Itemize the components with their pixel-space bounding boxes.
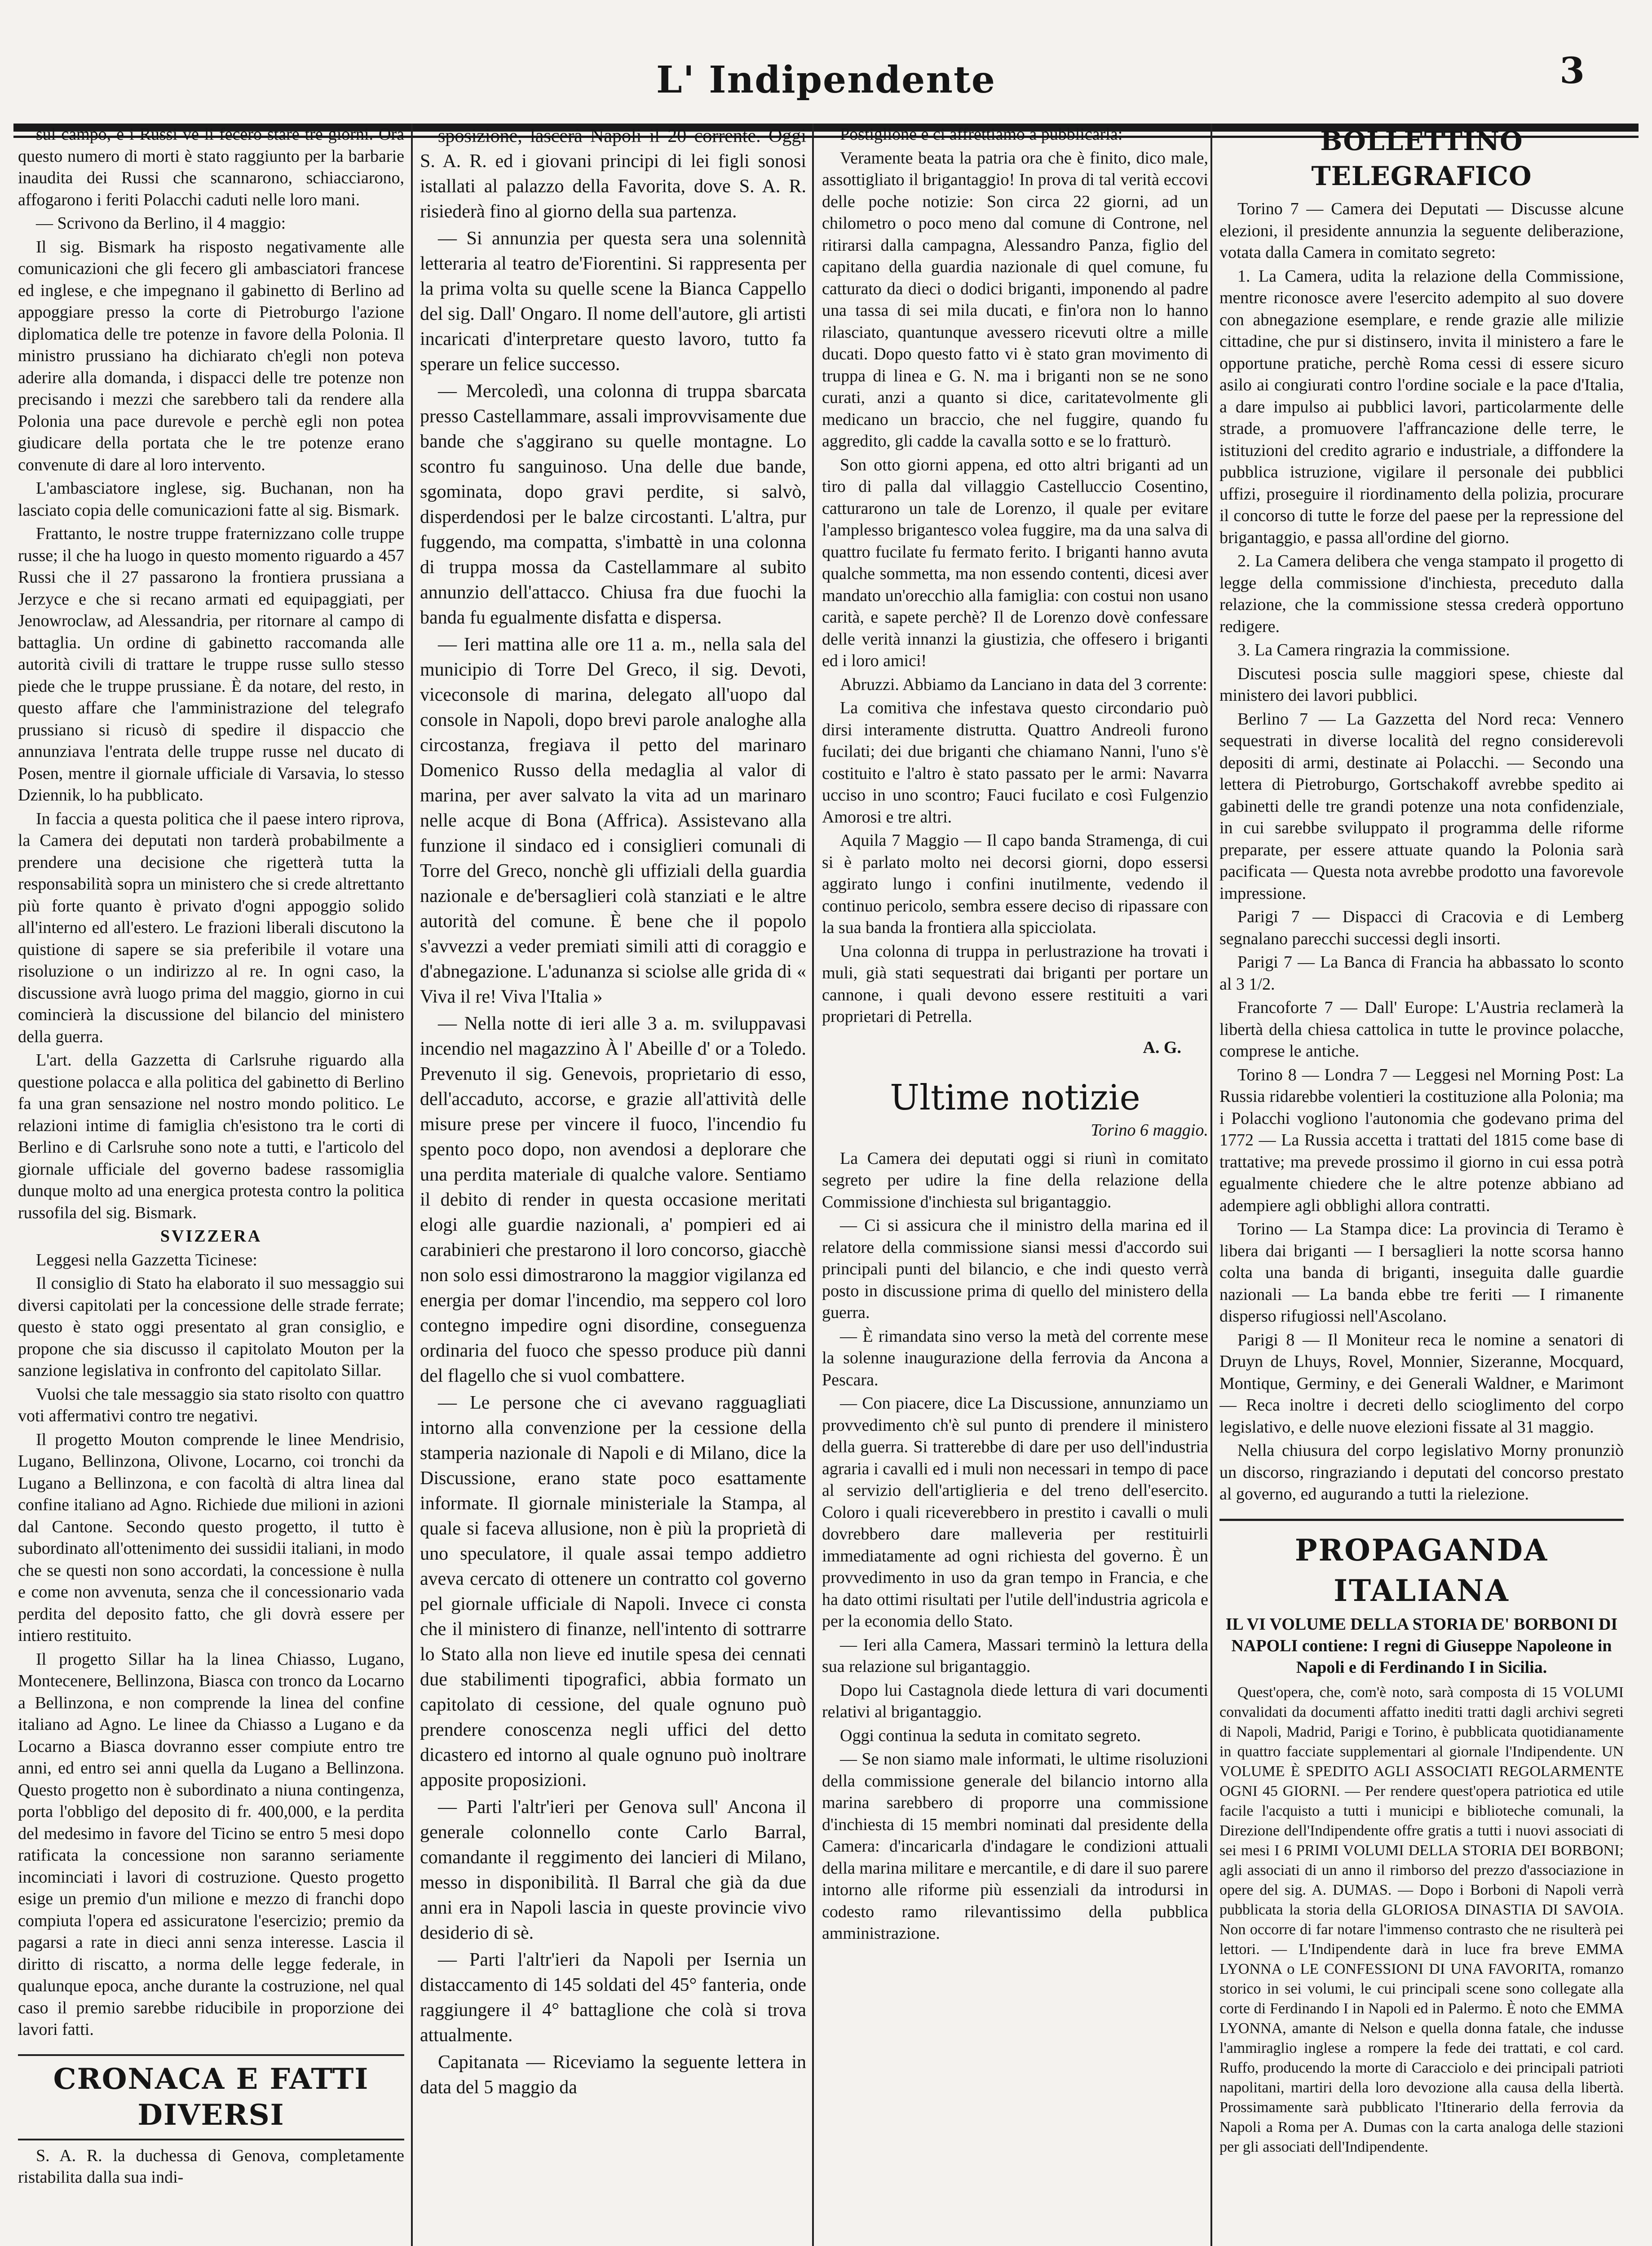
article-paragraph: — Si annunzia per questa sera una solennità letteraria al teatro de'Fiorentini. Si rappresenta per la prima volta su quelle scene la Bianca Cappello del sig. Dall' Ongaro. Il nome dell'autore, gli artisti incaricati d'interpretare questo lavoro, tutto fa sperare un felice successo. (420, 228, 806, 375)
article-paragraph: — Ci si assicura che il ministro della marina ed il relatore della commissione siansi messi d'accordo sui principali punti del bilancio, e che indi questo verrà posto in discussione prima di quello del ministero della guerra. (822, 1216, 1208, 1322)
masthead (0, 31, 1652, 121)
article-paragraph: — Parti l'altr'ieri da Napoli per Isernia un distaccamento di 145 soldati del 45° fanteria, onde raggiungere il 4° battaglione che colà si trova attualmente. (420, 1950, 806, 2046)
section-heading-ultime-notizie: Ultime notizie (890, 1078, 1140, 1118)
article-paragraph: sposizione, lascerà Napoli il 20 corrente. Oggi S. A. R. ed i giovani principi di lei figli sonosi istallati al palazzo della Favorita, dove S. A. R. risiederà fino al giorno della sua partenza. (420, 126, 806, 222)
article-paragraph: — Scrivono da Berlino, il 4 maggio: (36, 214, 286, 233)
column-3 (822, 124, 1208, 2246)
article-paragraph: — Ieri alla Camera, Massari terminò la lettura della sua relazione sul brigantaggio. (822, 1635, 1208, 1676)
section-heading-propaganda: PROPAGANDA ITALIANA (1219, 1519, 1624, 1611)
telegram-item: Francoforte 7 — Dall' Europe: L'Austria reclamerà la libertà della chiesa cattolica in tutte le province polacche, comprese le antiche. (1219, 998, 1624, 1061)
telegram-item: Parigi 7 — La Banca di Francia ha abbassato lo sconto al 3 1/2. (1219, 953, 1624, 994)
article-paragraph: — Parti l'altr'ieri per Genova sull' Ancona il generale colonnello conte Carlo Barral, comandante il reggimento dei lancieri di Milano, messo in disponibilità. Il Barral che già da due anni era in Napoli lascia in queste provincie vivo desiderio di sè. (420, 1797, 806, 1943)
telegram-item: 1. La Camera, udita la relazione della Commissione, mentre riconosce avere l'esercito adempito al suo dovere con abnegazione esemplare, e rende grazie alle milizie cittadine, che pur si distinsero, invita il ministero a fare le opportune pratiche, perchè Roma cessi di essere sicuro asilo ai congiurati contro l'ordine sociale e la pace d'Italia, a dare impulso ai pubblici lavori, particolarmente delle strade, a promuovere l'affrancazione delle terre, le istituzioni del credito agrario e industriale, a diffondere la pubblica istruzione, vigilare il personale dei pubblici uffizi, proseguire il riordinamento della polizia, procurare il concorso di tutte le forze del paese per la repressione del brigantaggio, e passa all'ordine del giorno. (1219, 266, 1624, 547)
advert-body: Quest'opera, che, com'è noto, sarà composta di 15 VOLUMI convalidati da documenti affatto inediti tratti dagli archivi segreti di Napoli, Madrid, Parigi e Torino, è pubblicata quotidianamente in quattro facciate supplementari al giornale l'Indipendente. UN VOLUME È SPEDITO AGLI ASSOCIATI REGOLARMENTE OGNI 45 GIORNI. — Per rendere quest'opera patriotica ed utile facile l'acquisto a tutti i municipi e biblioteche comunali, la Direzione dell'Indipendente offre gratis a tutti i nuovi associati di sei mesi I 6 PRIMI VOLUMI DELLA STORIA DEI BORBONI; agli associati di un anno il rimborso del prezzo d'associazione in opere del sig. A. DUMAS. — Dopo i Borboni di Napoli verrà pubblicata la storia della GLORIOSA DINASTIA DI SAVOIA. Non occorre di far notare l'immenso contrasto che ne risulterà pei lettori. — L'Indipendente darà in luce fra breve EMMA LYONNA o LE CONFESSIONI DI UNA FAVORITA, romanzo storico in sei volumi, le cui principali scene sono collegate alla corte di Ferdinando I in Napoli ed in Palermo. È noto che EMMA LYONNA, amante di Nelson e quella donna fatale, che indusse l'ammiraglio inglese a rompere la fede dei trattati, e col card. Ruffo, producendo la morte di Caracciolo e dei principali patrioti napolitani, martiri della loro devozione alla causa della libertà. Prossimamente sarà pubblicato l'Itinerario della ferrovia da Napoli a Roma per A. Dumas con la carta analoga delle stazioni per gli associati dell'Indipendente. (1219, 1684, 1624, 2155)
column-2 (420, 124, 806, 2246)
telegram-item: Torino — La Stampa dice: La provincia di Teramo è libera dai briganti — I bersaglieri la notte scorsa hanno colta una banda di briganti, inseguita dalle guardie nazionali — La banda ebbe tre feriti — I rimanente disperso rifugiossi nell'Ascolano. (1219, 1220, 1624, 1326)
article-paragraph: Veramente beata la patria ora che è finito, dico male, assottigliato il brigantaggio! In prova di tal verità eccovi delle poche notizie: Son circa 22 giorni, ad un chilometro o poco meno dal comune di Controne, nel ritirarsi dalla campagna, Alessandro Panza, figlio del capitano della guardia nazionale di quel comune, fu catturato da dieci o dodici briganti, imponendo al padre una tassa di sei mila ducati, e fin'ora non lo hanno rilasciato, quantunque avessero ricevuti oltre a mille ducati. Dopo questo fatto vi è stato gran movimento di truppa di linea e G. N. ma i briganti non se ne sono curati, anzi a quanto si dice, caritatevolmente gli medicano un braccio, che nel fuggire, quando fu aggredito, gli cadde la cavalla sotto e se lo fratturò. (822, 148, 1208, 451)
article-paragraph: Il progetto Sillar ha la linea Chiasso, Lugano, Montecenere, Bellinzona, Biasca con tronco da Locarno a Bellinzona, e non comprende la linea del confine italiano ad Agno. Le linee da Chiasso a Lugano e da Locarno a Biasca dovranno esser compiute entro tre anni, ed entro sei anni quella da Lugano a Bellinzona. Questo progetto non è subordinato a niuna contingenza, porta l'obbligo del deposito di fr. 400,000, e la perdita del medesimo in favore del Ticino se entro 5 mesi dopo ratificata la concessione non saranno seriamente incominciati i lavori di costruzione. Questo progetto esige un premio d'un milione e mezzo di franchi dopo compiuta l'opera ed assicuratone l'esercizio; premio da pagarsi a rate in dieci anni senza interesse. Lascia il diritto di riscatto, a norma delle legge federale, in qualunque epoca, anche durante la costruzione, nel qual caso il premio sarebbe riducibile in proporzione dei lavori fatti. (18, 1649, 404, 2039)
article-paragraph: Una colonna di truppa in perlustrazione ha trovati i muli, già stati sequestrati dai briganti per portare un cannone, i quali devono essere restituiti a vari proprietari di Petrella. (822, 942, 1208, 1026)
telegram-item: Berlino 7 — La Gazzetta del Nord reca: Vennero sequestrati in diverse località del regno considerevoli depositi di armi, destinate ai Polacchi. — Secondo una lettera di Pietroburgo, Gortschakoff avrebbe spedito ai gabinetti delle tre grandi potenze una nota confidenziale, in cui sarebbe sviluppato il programma delle riforme preparate, per essere attuate quando la Polonia sarà pacificata — Questa nota avrebbe prodotto una favorevole impressione. (1219, 709, 1624, 903)
telegram-item: Parigi 7 — Dispacci di Cracovia e di Lemberg segnalano parecchi successi degli insorti. (1219, 907, 1624, 948)
article-paragraph: In faccia a questa politica che il paese intero riprova, la Camera dei deputati non tarderà probabilmente a prendere una decisione che rigetterà tutta la responsabilità sopra un ministero che si crede altrettanto più forte quanto è privato d'ogni appoggio solido all'interno ed all'estero. Le frazioni liberali discutono la quistione di sapere se sia preferibile il votare una risoluzione o un indirizzo al re. In ogni caso, la discussione avrà luogo prima del maggio, giorno in cui comincierà la discussione del bilancio del ministero della guerra. (18, 809, 404, 1046)
column-divider (1210, 124, 1212, 2246)
article-paragraph: La comitiva che infestava questo circondario può dirsi interamente distrutta. Quattro Andreoli furono fucilati; dei due briganti che chiamano Nanni, l'uno s'è costituito e l'altro è stato passato per le armi: Navarra ucciso in uno scontro; Fauci fucilato e così Fulgenzio Amorosi e tre altri. (822, 699, 1208, 827)
article-paragraph: Abruzzi. Abbiamo da Lanciano in data del 3 corrente: (840, 675, 1207, 694)
article-paragraph: Il progetto Mouton comprende le linee Mendrisio, Lugano, Bellinzona, Olivone, Locarno, coi tronchi da Lugano a Bellinzona, e con facoltà di altra linea dal confine italiano ad Agno. Richiede due milioni in azioni dal Cantone. Secondo questo progetto, il tutto è subordinato all'ottenimento dei sussidii italiani, in modo che se questi non sono accordati, la concessione è nulla e come non avvenuta, senza che il concessionario vada perdita del deposito fatto, che gli dovrà essere per intiero restituito. (18, 1430, 404, 1645)
article-paragraph: Frattanto, le nostre truppe fraternizzano colle truppe russe; il che ha luogo in questo momento riguardo a 457 Russi che il 27 passarono la frontiera prussiana a Jerzyce e che si recano armati ed equipaggiati, per Jenowroclaw, ad Alessandria, per ritornare al campo di battaglia. Un ordine di gabinetto raccomanda alle autorità civili di trattare le truppe russe sullo stesso piede che le truppe prussiane. È da notare, del resto, in questo affare che l'amministrazione del telegrafo prussiano si ricusò di spedire il dispaccio che annunziava l'entrata delle truppe russe nel ducato di Posen, mentre il giornale ufficiale di Varsavia, lo stesso Dziennik, lo ha pubblicato. (18, 524, 404, 805)
telegram-item: Parigi 8 — Il Moniteur reca le nomine a senatori di Druyn de Lhuys, Rovel, Monnier, Sizeranne, Mocquard, Montique, Germiny, e dei Generali Waldner, e Marimont — Reca inoltre i decreti dello scioglimento del corpo legislativo, e delle nuove elezioni fissate al 31 maggio. (1219, 1330, 1624, 1437)
column-4 (1219, 124, 1624, 2246)
article-paragraph: — Le persone che ci avevano ragguagliati intorno alla convenzione per la cessione della stamperia nazionale di Napoli e di Milano, dice la Discussione, erano state poco esattamente informate. Il giornale ministeriale la Stampa, al quale si faceva allusione, non è più la proprietà di uno speculatore, il quale assai tempo addietro aveva cercato di ottenere un contratto col governo pel giornale ufficiale di Napoli. Invece ci consta che il ministero di finanze, nell'intento di sottrarre lo Stato alla non lieve ed inutile spesa dei cennati due stabilimenti tipografici, abbia formato un capitolato di cessione, del quale ognuno può prendere conoscenza negli uffici del detto dicastero ed intorno al quale ognuno può inoltrare apposite proposizioni. (420, 1393, 806, 1791)
section-heading-svizzera: SVIZZERA (160, 1227, 262, 1246)
column-divider (411, 124, 413, 2246)
advert-subheading: IL VI VOLUME DELLA STORIA DE' BORBONI DI NAPOLI contiene: I regni di Giuseppe Napoleone in Napoli e di Ferdinando I in Sicilia. (1225, 1614, 1618, 1677)
article-paragraph: Aquila 7 Maggio — Il capo banda Stramenga, di cui si è parlato molto nei decorsi giorni, dopo essersi aggirato lungo i confini inutilmente, vedendo il continuo pericolo, sembra essere deciso di ripassare con la sua banda la frontiera alla spicciolata. (822, 831, 1208, 937)
article-paragraph: Leggesi nella Gazzetta Ticinese: (36, 1250, 257, 1269)
article-paragraph: — Ieri mattina alle ore 11 a. m., nella sala del municipio di Torre Del Greco, il sig. Devoti, viceconsole di marina, delegato all'uopo dal console in Napoli, dopo brevi parole analoghe alla circostanza, fregiava il petto del marinaro Domenico Russo della medaglia al valor di marina, per aver salvato la vita ad un marinaro nelle acque di Bona (Affrica). Assistevano alla funzione il sindaco ed i consiglieri comunali di Torre del Greco, nonchè gli uffiziali della guardia nazionale e de'bersaglieri colà stanziati e le altre autorità del comune. È bene che il popolo s'avvezzi a veder premiati simili atti di coraggio e d'abnegazione. L'adunanza si sciolse alle grida di « Viva il re! Viva l'Italia » (420, 634, 806, 1007)
article-paragraph: Oggi continua la seduta in comitato segreto. (840, 1726, 1141, 1745)
article-paragraph: Il sig. Bismark ha risposto negativamente alle comunicazioni che gli fecero gli ambasciatori francese ed inglese, e che impegnano il gabinetto di Berlino ad appoggiare presso la corte di Pietroburgo l'azione diplomatica delle tre potenze in favore della Polonia. Il ministro prussiano ha dichiarato ch'egli non poteva aderire alla domanda, i dispacci delle tre potenze non precisando i mezzi che sarebbero tali da rendere alla Polonia una pace durevole e perchè egli non potea giudicare della portata che le tre potenze erano convenute di dare al loro intervento. (18, 237, 404, 474)
article-paragraph: Postiglione e ci affrettiamo a pubblicarla: (840, 125, 1123, 144)
article-paragraph: La Camera dei deputati oggi si riunì in comitato segreto per udire la fine della relazione della Commissione d'inchiesta sul brigantaggio. (822, 1149, 1208, 1211)
telegram-item: 3. La Camera ringrazia la commissione. (1237, 641, 1510, 659)
article-paragraph: Vuolsi che tale messaggio sia stato risolto con quattro voti affermativi contro tre negativi. (18, 1384, 404, 1425)
article-paragraph: — Con piacere, dice La Discussione, annunziamo un provvedimento ch'è sul punto di prendere il ministero della guerra. Si tratterebbe di dare per uso dell'industria agraria i cavalli ed i muli non necessari in tempo di pace al servizio dell'artiglieria e del treno dell'esercito. Coloro i quali riceverebbero in prestito i cavalli o muli dovrebbero dare malleveria per restituirli immediatamente ad ogni richiesta del governo. È un provvedimento in uso da gran tempo in Francia, e che ha dato ottimi risultati per l'utile dell'industria agricola e per la economia dello Stato. (822, 1394, 1208, 1631)
dateline: Torino 6 maggio. (1091, 1121, 1208, 1140)
article-paragraph: — Nella notte di ieri alle 3 a. m. sviluppavasi incendio nel magazzino À l' Abeille d' or a Toledo. Prevenuto il sig. Genevois, proprietario di esso, dell'accaduto, accorse, e grazie all'attività delle misure prese per vincere il fuoco, l'incendio fu spento poco dopo, non avendosi a deplorare che una perdita materiale di qualche valore. Sentiamo il debito di render in questa occasione meritati elogi alle guardie nazionali, a' pompieri ed ai carabinieri che prestarono il loro concorso, giacchè non solo essi dimostrarono la maggior vigilanza ed energia per domar l'incendio, ma seppero col loro contegno impedire ogni disordine, conseguenza ordinaria del fuoco che spesso produce più danni del flagello che si vuol combattere. (420, 1013, 806, 1386)
article-paragraph: Son otto giorni appena, ed otto altri briganti ad un tiro di palla dal villaggio Castelluccio Cosentino, catturarono un tale de Lorenzo, il quale per evitare l'amplesso brigantesco volea fuggire, ma da una salva di quattro fucilate fu fermato ferito. I briganti hanno avuta qualche sommetta, ma non essendo contenti, dicesi aver mandato un'orecchio alla famiglia: con costui non usano carità, e sapete perchè? Il de Lorenzo dovè confessare delle verità innanzi la giustizia, che offesero i briganti ed i loro amici! (822, 455, 1208, 670)
article-paragraph: Il consiglio di Stato ha elaborato il suo messaggio sui diversi capitolati per la concessione delle strade ferrate; questo è stato oggi presentato al gran consiglio, e propone che sia discusso il capitolato Mouton per la sanzione legislativa in confronto del capitolato Sillar. (18, 1274, 404, 1380)
article-paragraph: — È rimandata sino verso la metà del corrente mese la solenne inaugurazione della ferrovia da Ancona a Pescara. (822, 1326, 1208, 1389)
telegram-item: 2. La Camera delibera che venga stampato il progetto di legge della commissione d'inchiesta, preceduto dalla relazione, che la commissione stessa crederà opportuno redigere. (1219, 552, 1624, 636)
article-paragraph: Dopo lui Castagnola diede lettura di vari documenti relativi al brigantaggio. (822, 1680, 1208, 1721)
article-paragraph: L'art. della Gazzetta di Carlsruhe riguardo alla questione polacca e alla politica del gabinetto di Berlino fa una gran sensazione nel nostro mondo politico. Le relazioni intime di famiglia ch'esistono tra le corti di Berlino e di Carlsruhe sono note a tutti, e l'articolo del giornale ufficiale del governo badese rassomiglia dunque molto ad una energica protesta contro la politica russofila del sig. Bismark. (18, 1051, 404, 1222)
article-paragraph: Capitanata — Riceviamo la seguente lettera in data del 5 maggio da (420, 2052, 806, 2098)
article-paragraph: sul campo, e i Russi ve li fecero stare tre giorni. Ora questo numero di morti è stato raggiunto per la barbarie inaudita dei Russi che scannarono, schiacciarono, affogarono i feriti Polacchi caduti nelle loro mani. (18, 125, 404, 209)
page-number: 3 (1559, 49, 1585, 92)
telegram-item: Torino 7 — Camera dei Deputati — Discusse alcune elezioni, il presidente annunzia la seguente deliberazione, votata dalla Camera in comitato segreto: (1219, 199, 1624, 262)
telegram-item: Discutesi poscia sulle maggiori spese, chieste dal ministero dei lavori pubblici. (1219, 664, 1624, 705)
article-signature: A. G. (1143, 1038, 1181, 1057)
column-divider (812, 124, 814, 2246)
telegram-item: Torino 8 — Londra 7 — Leggesi nel Morning Post: La Russia ridarebbe volentieri la costituzione alla Polonia; ma i Polacchi vogliono l'autonomia che godevano prima del 1772 — La Russia accetta i trattati del 1815 come base di trattative; ma prevede prossimo il giorno in cui essa potrà egualmente chiedere che le altre potenze abbiano ad adempiere agli obblighi allora contratti. (1219, 1065, 1624, 1215)
section-heading-bollettino: BOLLETTINO TELEGRAFICO (1311, 126, 1532, 191)
article-paragraph: — Mercoledì, una colonna di truppa sbarcata presso Castellammare, assali improvvisamente due bande che s'aggirano su quelle montagne. Lo scontro fu sanguinoso. Una delle due bande, sgominata, dopo gravi perdite, si salvò, disperdendosi per le balze circostanti. L'altra, pur fuggendo, ma compatta, s'imbattè in una colonna di truppa mossa da Castellammare al subito annunzio dell'attacco. Chiusa fra due fuochi la banda fu egualmente disfatta e dispersa. (420, 381, 806, 628)
section-heading-cronaca: CRONACA E FATTI DIVERSI (18, 2054, 404, 2140)
newspaper-title: L' Indipendente (656, 58, 996, 102)
article-paragraph: L'ambasciatore inglese, sig. Buchanan, non ha lasciato copia delle comunicazioni fatte al sig. Bismark. (18, 479, 404, 520)
article-paragraph: — Se non siamo male informati, le ultime risoluzioni della commissione generale del bilancio intorno alla marina sarebbero di proporre una commissione d'inchiesta di 15 membri nominati dal presidente della Camera: d'incaricarla d'indagare le condizioni attuali della marina militare e mercantile, e di dare il suo parere intorno alle riforme più essenziali da introdursi in codesto ramo rilevantissimo della pubblica amministrazione. (822, 1750, 1208, 1943)
article-paragraph: S. A. R. la duchessa di Genova, completamente ristabilita dalla sua indi- (18, 2146, 404, 2187)
column-1 (18, 124, 404, 2246)
telegram-item: Nella chiusura del corpo legislativo Morny pronunziò un discorso, ringraziando i deputati del concorso prestato al governo, ed augurando a tutti la rielezione. (1219, 1441, 1624, 1503)
